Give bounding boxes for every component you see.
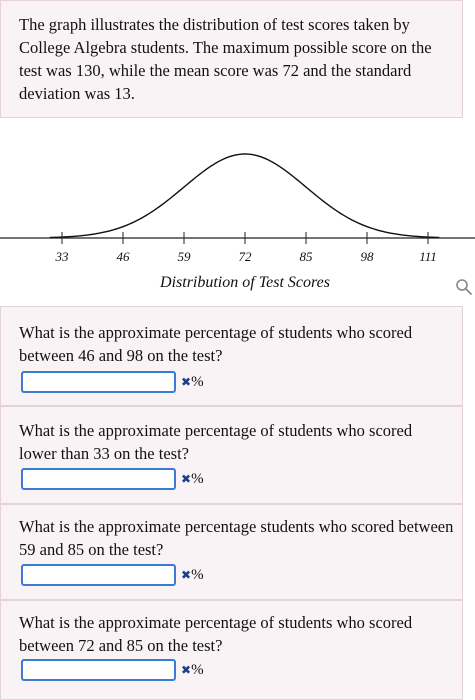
x-tick-label: 46	[116, 249, 130, 264]
question-2-answer-input[interactable]	[21, 468, 176, 490]
x-tick-label: 85	[299, 249, 313, 264]
normal-curve-series	[50, 154, 439, 238]
magnifier-icon[interactable]	[455, 278, 473, 296]
question-4-panel	[0, 600, 463, 700]
question-1-text: What is the approximate percentage of students who scored between 46 and 98 on the test?	[19, 323, 413, 365]
intro-panel	[0, 0, 463, 118]
question-4-status	[181, 661, 204, 679]
incorrect-mark-icon: ✖	[181, 568, 192, 582]
question-4-answer-input[interactable]	[21, 659, 176, 681]
x-tick-label: 59	[177, 249, 191, 264]
question-2-panel	[0, 406, 463, 504]
incorrect-mark-icon: ✖	[181, 472, 192, 486]
x-tick-label: 98	[360, 249, 374, 264]
question-1-panel	[0, 306, 463, 406]
incorrect-mark-icon: ✖	[181, 375, 192, 389]
chart-x-label: Distribution of Test Scores	[160, 274, 330, 291]
question-4-text: What is the approximate percentage of students who scored between 72 and 85 on the test?	[19, 613, 413, 655]
question-1-status	[181, 373, 204, 391]
x-tick-label: 72	[238, 249, 252, 264]
question-3-text: What is the approximate percentage students who scored between 59 and 85 on the test?	[19, 517, 454, 559]
percent-unit: %	[191, 567, 204, 583]
x-tick-label: 33	[55, 249, 69, 264]
incorrect-mark-icon: ✖	[181, 663, 192, 677]
question-2-text: What is the approximate percentage of students who scored lower than 33 on the test?	[19, 421, 413, 463]
percent-unit: %	[191, 662, 204, 678]
percent-unit: %	[191, 471, 204, 487]
question-2-status	[181, 470, 204, 488]
question-3-panel	[0, 504, 463, 600]
percent-unit: %	[191, 374, 204, 390]
question-1-answer-input[interactable]	[21, 371, 176, 393]
question-3-status	[181, 566, 204, 584]
question-3-answer-input[interactable]	[21, 564, 176, 586]
chart-area	[0, 118, 475, 306]
x-tick-label: 111	[419, 249, 437, 264]
intro-text: The graph illustrates the distribution of test scores taken by College Algebra students. The maximum possible score on the test was 130, while the mean score was 72 and the standard deviation was 13.	[19, 15, 432, 103]
